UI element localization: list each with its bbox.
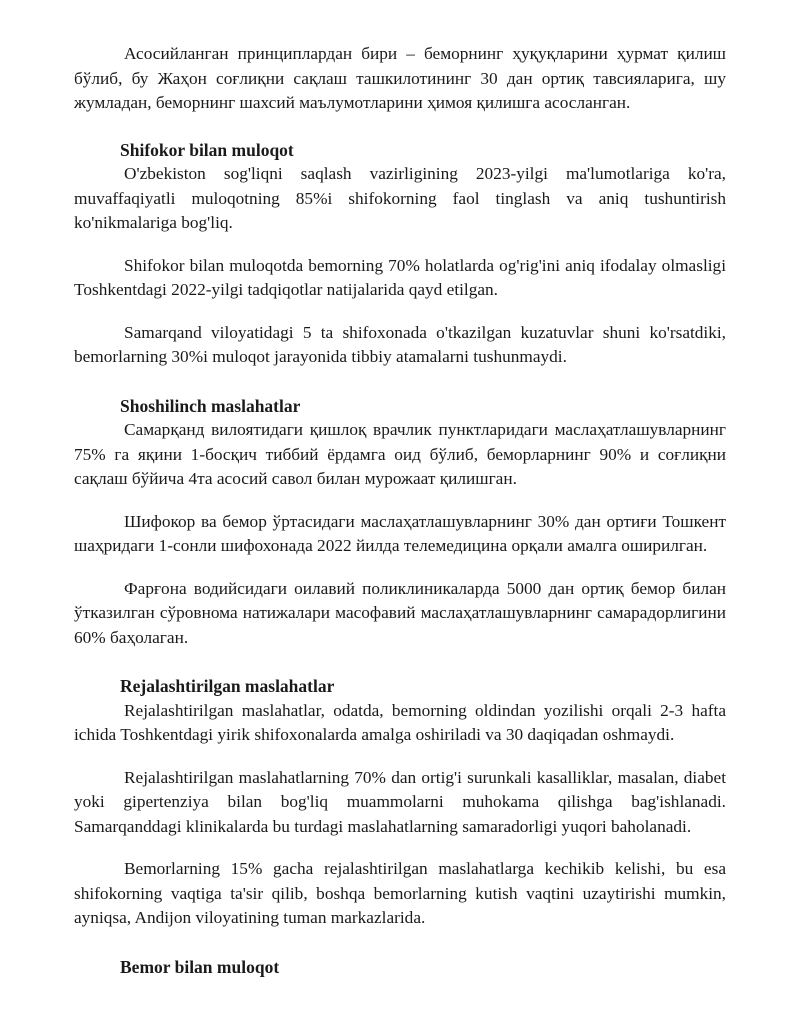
intro-paragraph: Асосийланган принциплардан бири – беморнинг ҳуқуқларини ҳурмат қилиш бўлиб, бу Жаҳон соғлиқни сақлаш ташкилотининг 30 дан ортиқ тавсияларига, шу жумладан, беморнинг шахсий маълумотларини ҳимоя қилишга асосланган. [74,44,726,112]
section-heading-urgent-consultations: Shoshilinch maslahatlar [120,395,301,416]
paragraph: Rejalashtirilgan maslahatlar, odatda, bemorning oldindan yozilishi orqali 2-3 hafta ichida Toshkentdagi yirik shifoxonalarda amalga oshiriladi va 30 daqiqadan oshmaydi. [74,700,726,744]
paragraph: Самарқанд вилоятидаги қишлоқ врачлик пунктларидаги маслаҳатлашувларнинг 75% га яқини 1-босқич тиббий ёрдамга оид бўлиб, беморларнинг 90% и соғлиқни сақлаш бўйича 4та асосий савол билан мурожаат қилишган. [74,420,726,488]
section-heading-planned-consultations: Rejalashtirilgan maslahatlar [120,676,335,696]
paragraph: Samarqand viloyatidagi 5 ta shifoxonada o'tkazilgan kuzatuvlar shuni ko'rsatdiki, bemorlarning 30%i muloqot jarayonida tibbiy atamalarni tushunmaydi. [74,322,726,366]
paragraph: Фарғона водийсидаги оилавий поликлиникаларда 5000 дан ортиқ бемор билан ўтказилган сўровнома натижалари масофавий маслаҳатлашувларнинг самарадорлигини 60% баҳолаган. [74,578,726,647]
paragraph: Shifokor bilan muloqotda bemorning 70% holatlarda og'rig'ini aniq ifodalay olmasligi Toshkentdagi 2022-yilgi tadqiqotlar natijalarida qayd etilgan. [74,255,726,299]
paragraph: Rejalashtirilgan maslahatlarning 70% dan ortig'i surunkali kasalliklar, masalan, diabet yoki gipertenziya bilan bog'liq muammolarni muhokama qilishga bag'ishlanadi. Samarqanddagi klinikalarda bu turdagi maslahatlarning samaradorligi yuqori baholanadi. [74,767,726,836]
paragraph: O'zbekiston sog'liqni saqlash vazirligining 2023-yilgi ma'lumotlariga ko'ra, muvaffaqiyatli muloqotning 85%i shifokorning faol tinglash va aniq tushuntirish ko'nikmalariga bog'liq. [74,164,726,232]
section-heading-patient-communication: Bemor bilan muloqot [120,956,280,977]
section-heading-doctor-communication: Shifokor bilan muloqot [120,139,294,160]
paragraph: Шифокор ва бемор ўртасидаги маслаҳатлашувларнинг 30% дан ортиғи Тошкент шаҳридаги 1-сонли шифохонада 2022 йилда телемедицина орқали амалга оширилган. [74,511,726,555]
paragraph: Bemorlarning 15% gacha rejalashtirilgan maslahatlarga kechikib kelishi, bu esa shifokorning vaqtiga ta'sir qilib, boshqa bemorlarning kutish vaqtini uzaytirishi mumkin, ayniqsa, Andijon viloyatining tuman markazlarida. [74,859,726,927]
